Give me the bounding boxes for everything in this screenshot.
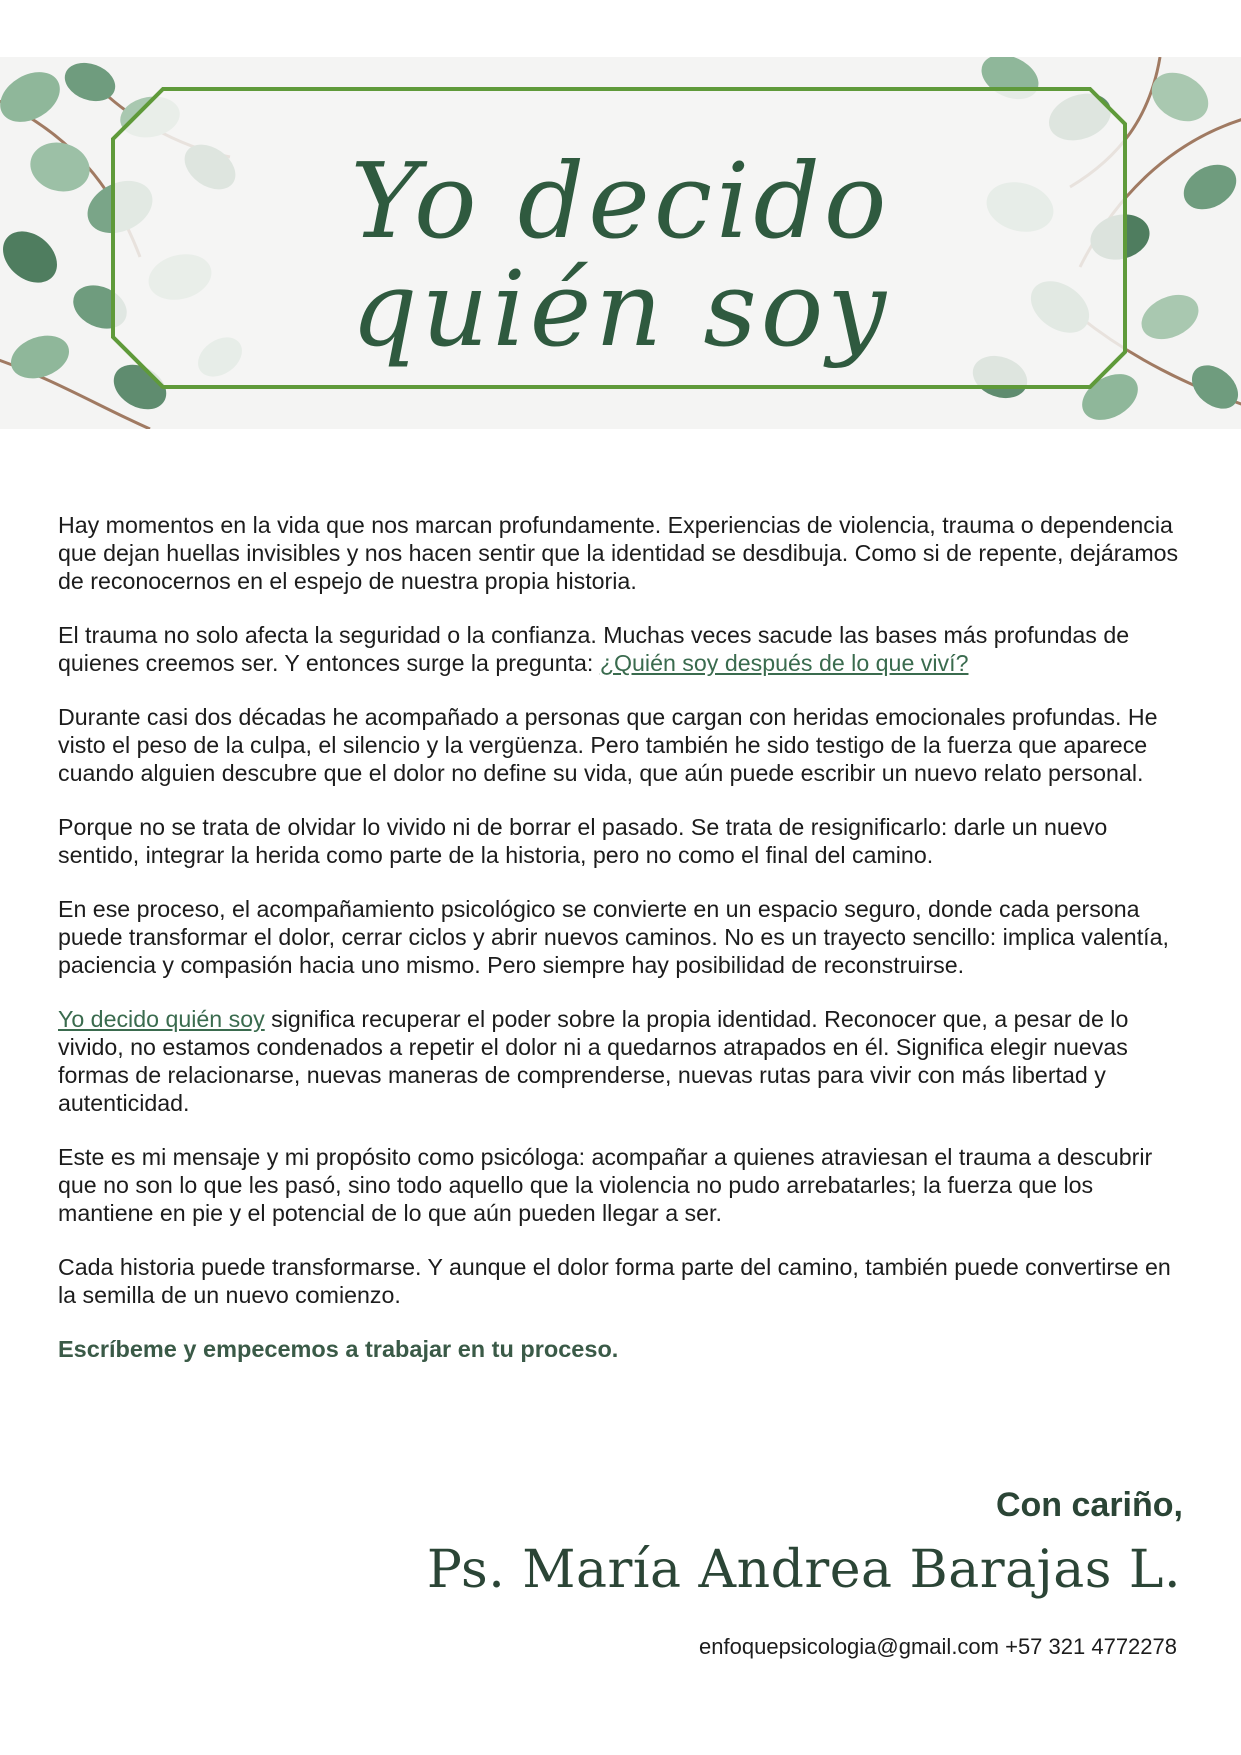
call-to-action: Escríbeme y empecemos a trabajar en tu proceso. — [58, 1336, 619, 1362]
eucalyptus-leaf-icon — [1184, 356, 1241, 417]
eucalyptus-leaf-icon — [1143, 63, 1217, 131]
paragraph-1: Hay momentos en la vida que nos marcan profundamente. Experiencias de violencia, trauma o dependencia que dejan huellas invisibles y nos hacen sentir que la identidad se desdibuja. Como si de repente, dejáramos de reconocernos en el espejo de nuestra propia historia. — [58, 512, 1179, 594]
paragraph-2 — [58, 621, 1180, 677]
title-link[interactable]: Yo decido quién soy — [58, 1006, 265, 1032]
contact-info[interactable]: enfoquepsicologia@gmail.com +57 321 4772278 — [699, 1634, 1177, 1659]
closing-greeting: Con cariño, — [995, 1486, 1183, 1524]
paragraph-5: En ese proceso, el acompañamiento psicológico se convierte en un espacio seguro, donde cada persona puede transformar el dolor, cerrar ciclos y abrir nuevos caminos. No es un trayecto sencillo: implica valentía, paciencia y compasión hacia uno mismo. Pero siempre hay posibilidad de reconstruirse. — [58, 896, 1169, 978]
header-banner — [0, 57, 1241, 429]
paragraph-8: Cada historia puede transformarse. Y aunque el dolor forma parte del camino, también puede convertirse en la semilla de un nuevo comienzo. — [58, 1254, 1171, 1308]
article-body — [58, 511, 1180, 1389]
question-link[interactable]: ¿Quién soy después de lo que viví? — [599, 650, 969, 676]
author-signature: Ps. María Andrea Barajas L. — [426, 1540, 1181, 1600]
paragraph-6-text: significa recuperar el poder sobre la propia identidad. Reconocer que, a pesar de lo vivido, no estamos condenados a repetir el dolor ni a quedarnos atrapados en él. Significa elegir nuevas formas de relacionarse, nuevas maneras de comprenderse, nuevas rutas para vivir con más libertad y autenticidad. — [58, 1006, 1129, 1116]
paragraph-3: Durante casi dos décadas he acompañado a personas que cargan con heridas emocionales profundas. He visto el peso de la culpa, el silencio y la vergüenza. Pero también he sido testigo de la fuerza que aparece cuando alguien descubre que el dolor no define su vida, que aún puede escribir un nuevo relato personal. — [58, 704, 1158, 786]
paragraph-4: Porque no se trata de olvidar lo vivido ni de borrar el pasado. Se trata de resignificarlo: darle un nuevo sentido, integrar la herida como parte de la historia, pero no como el final del camino. — [58, 814, 1108, 868]
page-title-line-2: quién soy — [350, 248, 891, 370]
paragraph-6 — [58, 1005, 1180, 1117]
paragraph-2-text: El trauma no solo afecta la seguridad o la confianza. Muchas veces sacude las bases más profundas de quienes creemos ser. Y entonces surge la pregunta: — [58, 622, 1130, 676]
paragraph-7: Este es mi mensaje y mi propósito como psicóloga: acompañar a quienes atraviesan el trauma a descubrir que no son lo que les pasó, sino todo aquello que la violencia no pudo arrebatarles; la fuerza que los mantiene en pie y el potencial de lo que aún pueden llegar a ser. — [58, 1144, 1153, 1226]
page-title-line-1: Yo decido — [350, 140, 891, 262]
